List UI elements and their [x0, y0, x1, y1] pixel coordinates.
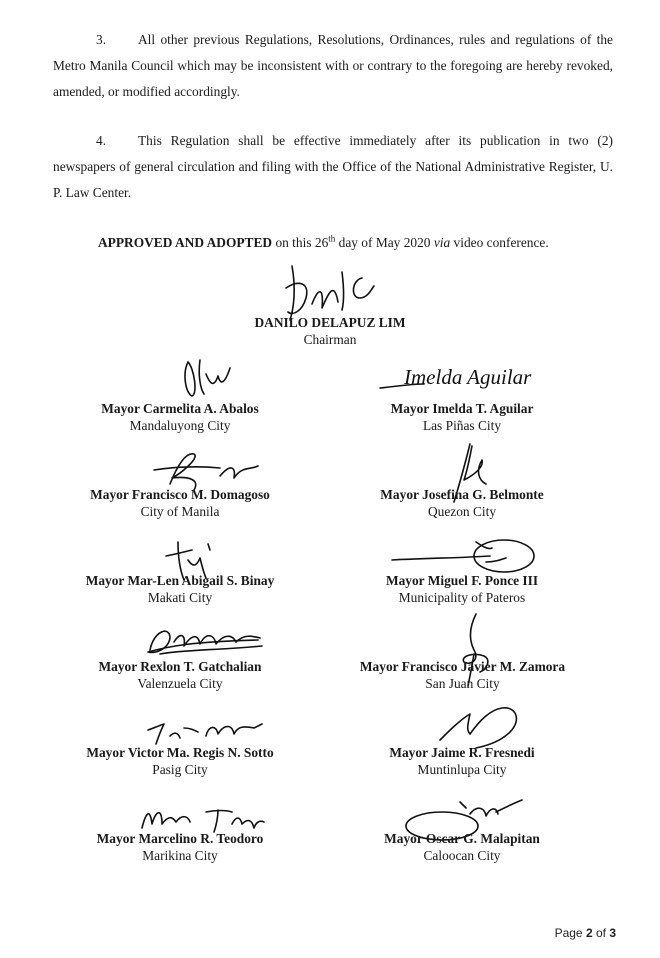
- page-footer: [555, 926, 616, 940]
- signatory-name: Mayor Mar-Len Abigail S. Binay: [85, 573, 275, 588]
- approval-line: [98, 233, 618, 253]
- signatory-ponce: [362, 572, 562, 606]
- signatory-name: Mayor Marcelino R. Teodoro: [96, 831, 264, 846]
- signatory-aguilar: [362, 400, 562, 434]
- signatory-place: Mandaluyong City: [129, 418, 231, 433]
- signatory-place: Makati City: [147, 590, 213, 605]
- signatory-name: Mayor Rexlon T. Gatchalian: [98, 659, 262, 674]
- signatory-malapitan: [362, 830, 562, 864]
- approval-sup: th: [328, 233, 336, 244]
- signatory-place: Valenzuela City: [137, 676, 223, 691]
- signatory-gatchalian: [80, 658, 280, 692]
- signatory-place: Pasig City: [152, 762, 208, 777]
- signatory-place: Muntinlupa City: [417, 762, 507, 777]
- signatory-place: City of Manila: [140, 504, 220, 519]
- approval-text: on this 26: [272, 235, 329, 250]
- signatory-fresnedi: [362, 744, 562, 778]
- footer-current-page: 2: [585, 926, 593, 940]
- paragraph-text: All other previous Regulations, Resolutions, Ordinances, rules and regulations of the Metro Manila Council which may be inconsistent with or contrary to the foregoing are hereby revoked, amended, or modified accordingly.: [53, 32, 613, 99]
- signatory-place: Marikina City: [142, 848, 218, 863]
- signatory-place: Quezon City: [427, 504, 497, 519]
- paragraph-3: [53, 27, 613, 105]
- approval-text-3: video conference.: [450, 235, 549, 250]
- signatory-name: Mayor Victor Ma. Regis N. Sotto: [86, 745, 274, 760]
- signatory-name: Mayor Oscar G. Malapitan: [384, 831, 540, 846]
- signatory-binay: [80, 572, 280, 606]
- signatory-zamora: [340, 658, 585, 692]
- signatory-abalos: [80, 400, 280, 434]
- signatory-place: Municipality of Pateros: [398, 590, 526, 605]
- signature-aguilar: [380, 362, 570, 402]
- footer-sep: of: [592, 926, 610, 940]
- footer-total-pages: 3: [609, 926, 616, 940]
- paragraph-number: 4.: [96, 133, 107, 148]
- signature-abalos: [178, 354, 238, 404]
- approval-bold: APPROVED AND ADOPTED: [98, 235, 273, 250]
- paragraph-4: [53, 128, 613, 206]
- signatory-name: Mayor Miguel F. Ponce III: [385, 573, 539, 588]
- signatory-belmonte: [362, 486, 562, 520]
- paragraph-number: 3.: [96, 32, 107, 47]
- paragraph-text: This Regulation shall be effective immediately after its publication in two (2) newspapers of general circulation and filing with the Office of the National Administrative Register, U. P. Law Center.: [53, 133, 613, 200]
- signatory-domagoso: [80, 486, 280, 520]
- signatory-name: Mayor Carmelita A. Abalos: [101, 401, 259, 416]
- signatory-place: Caloocan City: [423, 848, 501, 863]
- signatory-name: Mayor Francisco Javier M. Zamora: [359, 659, 566, 674]
- signatory-place: Las Piñas City: [422, 418, 502, 433]
- chairman-title: Chairman: [303, 332, 357, 347]
- footer-prefix: Page: [554, 926, 586, 940]
- signatory-place: San Juan City: [425, 676, 500, 691]
- signatory-name: Mayor Imelda T. Aguilar: [390, 401, 534, 416]
- signatory-name: Mayor Jaime R. Fresnedi: [389, 745, 535, 760]
- signatory-name: Mayor Josefina G. Belmonte: [380, 487, 544, 502]
- chairman-block: [230, 314, 430, 348]
- signature-aguilar-script: Imelda Aguilar: [404, 365, 532, 389]
- signatory-sotto: [80, 744, 280, 778]
- signatory-name: Mayor Francisco M. Domagoso: [90, 487, 270, 502]
- approval-italic: via: [433, 235, 451, 250]
- chairman-name: DANILO DELAPUZ LIM: [254, 315, 406, 330]
- approval-text-2: day of May 2020: [335, 235, 434, 250]
- signatory-teodoro: [80, 830, 280, 864]
